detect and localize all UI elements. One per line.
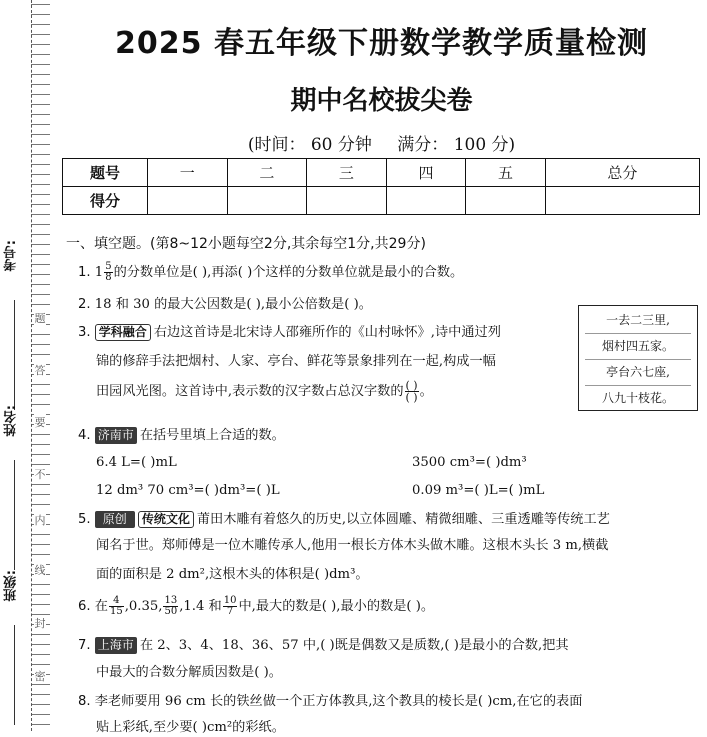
question-4 [78, 427, 285, 445]
poem-line: 亭台六七座, [585, 360, 691, 386]
score-table-score-row [63, 187, 700, 215]
question-4c: 12 dm³ 70 cm³=( )dm³=( )L [96, 483, 280, 498]
question-text: ,0.35, [124, 599, 163, 614]
score-cell[interactable] [148, 187, 228, 215]
question-3-line-3 [96, 380, 433, 403]
name-label: 姓名: [4, 405, 19, 437]
exam-no-label: 考号: [4, 240, 19, 272]
question-text: 右边这首诗是北宋诗人邵雍所作的《山村咏怀》,诗中通过列 [153, 325, 501, 340]
score-cell[interactable] [545, 187, 699, 215]
question-text: 的分数单位是( ),再添( )个这样的分数单位就是最小的合数。 [113, 265, 464, 280]
poem-line: 八九十枝花。 [601, 391, 674, 405]
fraction-numerator: 4 [109, 596, 124, 607]
name-line[interactable] [14, 460, 15, 570]
section-heading: 一、填空题。(第8~12小题每空2分,其余每空1分,共29分) [66, 236, 426, 252]
question-text: 莆田木雕有着悠久的历史,以立体圆雕、精微细雕、三重透雕等传统工艺 [196, 512, 610, 527]
question-4d: 0.09 m³=( )L=( )mL [412, 483, 545, 498]
original-tag: 原创 [95, 511, 135, 528]
fraction-numerator: 5 [105, 261, 112, 272]
seal-char: 不 [34, 468, 46, 481]
seal-char: 要 [34, 416, 46, 429]
question-5-line-2: 闻名于世。郑师傅是一位木雕传承人,他用一根长方体木头做木雕。这根木头长 3 m,横截 [96, 538, 609, 553]
question-number: 1. [78, 265, 91, 280]
question-number: 7. [78, 638, 91, 653]
fraction [223, 596, 238, 617]
region-tag: 济南市 [95, 427, 137, 444]
question-8-line-2: 贴上彩纸,至少要( )cm²的彩纸。 [96, 720, 285, 735]
period: 。 [419, 384, 433, 399]
class-line[interactable] [14, 625, 15, 725]
question-5 [78, 511, 610, 529]
score-table-header-row [63, 159, 700, 187]
fraction [163, 596, 178, 617]
question-number: 4. [78, 428, 91, 443]
seal-char: 密 [34, 670, 46, 683]
question-text: 在 [94, 599, 108, 614]
region-tag: 上海市 [95, 637, 137, 654]
exam-meta [56, 130, 707, 155]
score-label: 得分 [63, 187, 148, 215]
question-5-line-3: 面的面积是 2 dm²,这根木头的体积是( )dm³。 [96, 567, 369, 582]
fraction-numerator: 10 [223, 595, 237, 606]
binding-margin [0, 0, 56, 731]
question-number: 3. [78, 325, 91, 340]
column-header: 五 [466, 159, 546, 187]
question-number: 5. [78, 512, 91, 527]
column-header: 四 [386, 159, 466, 187]
question-text: 在括号里填上合适的数。 [139, 428, 285, 443]
question-8 [78, 694, 582, 711]
seal-char: 答 [34, 364, 46, 377]
poem-line: 烟村四五家。 [585, 334, 691, 360]
question-no-label: 题号 [63, 159, 148, 187]
question-text: ,1.4 和 [179, 599, 222, 614]
question-3 [78, 324, 501, 342]
full-score: 满分： 100 分) [397, 135, 516, 155]
mixed-number-whole: 1 [94, 265, 104, 280]
seal-char: 线 [34, 564, 46, 577]
question-text: 李老师要用 96 cm 长的铁丝做一个正方体教具,这个教具的棱长是( )cm,在它的表面 [94, 694, 583, 709]
question-text: 田园风光图。这首诗中,表示数的汉字数占总汉字数的 [96, 384, 404, 399]
subject-tag: 学科融合 [95, 324, 151, 341]
poem-box [578, 305, 698, 411]
fraction-numerator: ( ) [405, 379, 418, 392]
exam-title: 2025 春五年级下册数学教学质量检测 [115, 26, 648, 61]
fraction [104, 262, 112, 283]
answer-fraction[interactable] [405, 380, 419, 403]
question-7 [78, 637, 569, 655]
question-number: 2. [78, 297, 91, 312]
question-text: 18 和 30 的最大公因数是( ),最小公倍数是( )。 [94, 297, 372, 312]
question-number: 8. [78, 694, 91, 709]
question-4b: 3500 cm³=( )dm³ [412, 455, 527, 470]
question-2 [78, 297, 372, 314]
seal-char: 封 [34, 617, 46, 630]
question-text: 在 2、3、4、18、36、57 中,( )既是偶数又是质数,( )是最小的合数,把其 [139, 638, 569, 653]
column-header: 三 [307, 159, 387, 187]
column-header: 二 [227, 159, 307, 187]
fraction-denominator: 15 [109, 606, 123, 617]
fraction-denominator: 7 [226, 606, 234, 617]
time-limit: (时间： 60 分钟 [247, 135, 372, 155]
question-text: 中,最大的数是( ),最小的数是( )。 [238, 599, 435, 614]
exam-no-line[interactable] [14, 300, 15, 410]
question-6 [78, 596, 434, 617]
culture-tag: 传统文化 [138, 511, 194, 528]
score-cell[interactable] [307, 187, 387, 215]
fraction-numerator: 13 [164, 595, 178, 606]
seal-char: 内 [34, 514, 46, 527]
fraction-denominator: ( ) [405, 391, 418, 404]
question-3-line-2: 锦的修辞手法把烟村、人家、亭台、鲜花等景象排列在一起,构成一幅 [96, 354, 496, 369]
fraction-denominator: 8 [105, 272, 112, 283]
fraction [109, 596, 124, 617]
question-1 [78, 262, 463, 283]
exam-subtitle: 期中名校拔尖卷 [290, 86, 473, 116]
question-7-line-2: 中最大的合数分解质因数是( )。 [96, 665, 282, 680]
poem-line: 一去二三里, [585, 308, 691, 334]
score-table [62, 158, 700, 215]
fraction-denominator: 50 [164, 606, 178, 617]
score-cell[interactable] [227, 187, 307, 215]
score-cell[interactable] [466, 187, 546, 215]
seal-char: 题 [34, 312, 46, 325]
question-number: 6. [78, 599, 91, 614]
column-header: 一 [148, 159, 228, 187]
column-header: 总分 [545, 159, 699, 187]
class-label: 班级: [4, 570, 19, 602]
score-cell[interactable] [386, 187, 466, 215]
question-4a: 6.4 L=( )mL [96, 455, 177, 470]
